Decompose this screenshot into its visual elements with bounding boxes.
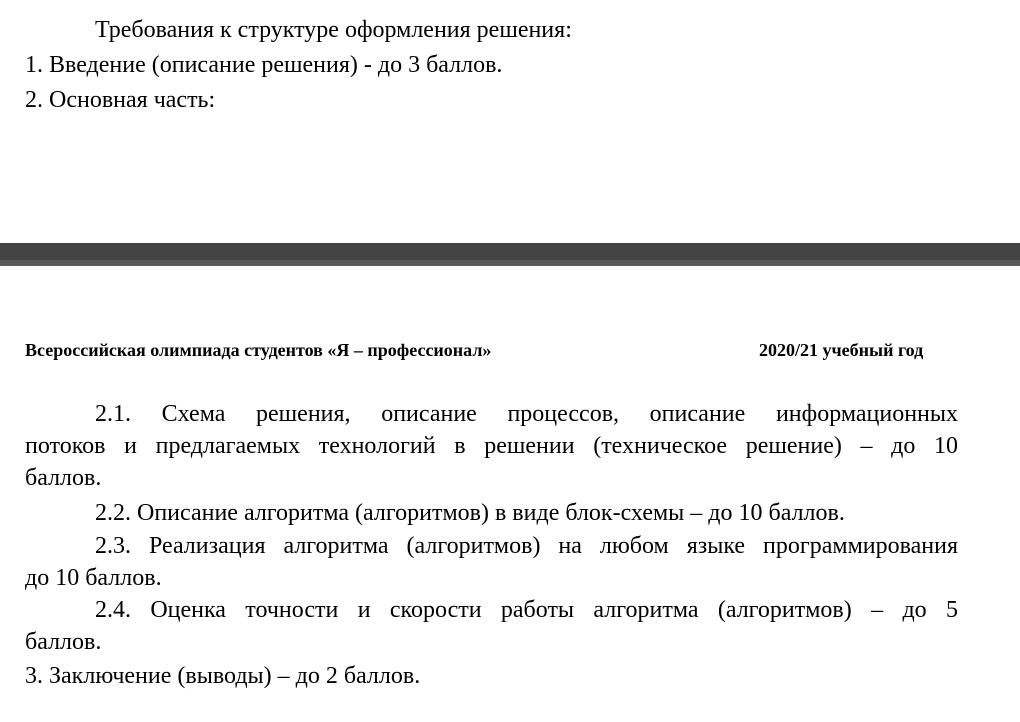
item-2-4 [25,594,958,658]
item-conclusion: 3. Заключение (выводы) – до 2 баллов. [25,663,421,689]
item-2-3-line1: 2.3. Реализация алгоритма (алгоритмов) на любом языке программирования [95,533,958,559]
running-header-title: Всероссийская олимпиада студентов «Я – профессионал» [25,340,492,360]
item-introduction: 1. Введение (описание решения) - до 3 баллов. [25,52,503,78]
item-2-3 [25,530,958,594]
item-2-1-line2: потоков и предлагаемых технологий в решении (техническое решение) – до 10 [25,433,958,459]
item-2-1-line1: 2.1. Схема решения, описание процессов, описание информационных [95,401,958,427]
item-2-1-line3: баллов. [25,465,102,491]
item-2-4-line2: баллов. [25,629,102,655]
item-main-part: 2. Основная часть: [25,87,216,113]
running-header-year: 2020/21 учебный год [759,340,924,360]
page-separator [0,243,1020,266]
item-2-1 [25,398,958,494]
item-2-3-line2: до 10 баллов. [25,565,162,591]
item-2-2: 2.2. Описание алгоритма (алгоритмов) в виде блок-схемы – до 10 баллов. [95,500,845,526]
requirements-heading: Требования к структуре оформления решения: [95,17,572,43]
item-2-4-line1: 2.4. Оценка точности и скорости работы алгоритма (алгоритмов) – до 5 [95,597,958,623]
document-page-top [0,0,1020,243]
